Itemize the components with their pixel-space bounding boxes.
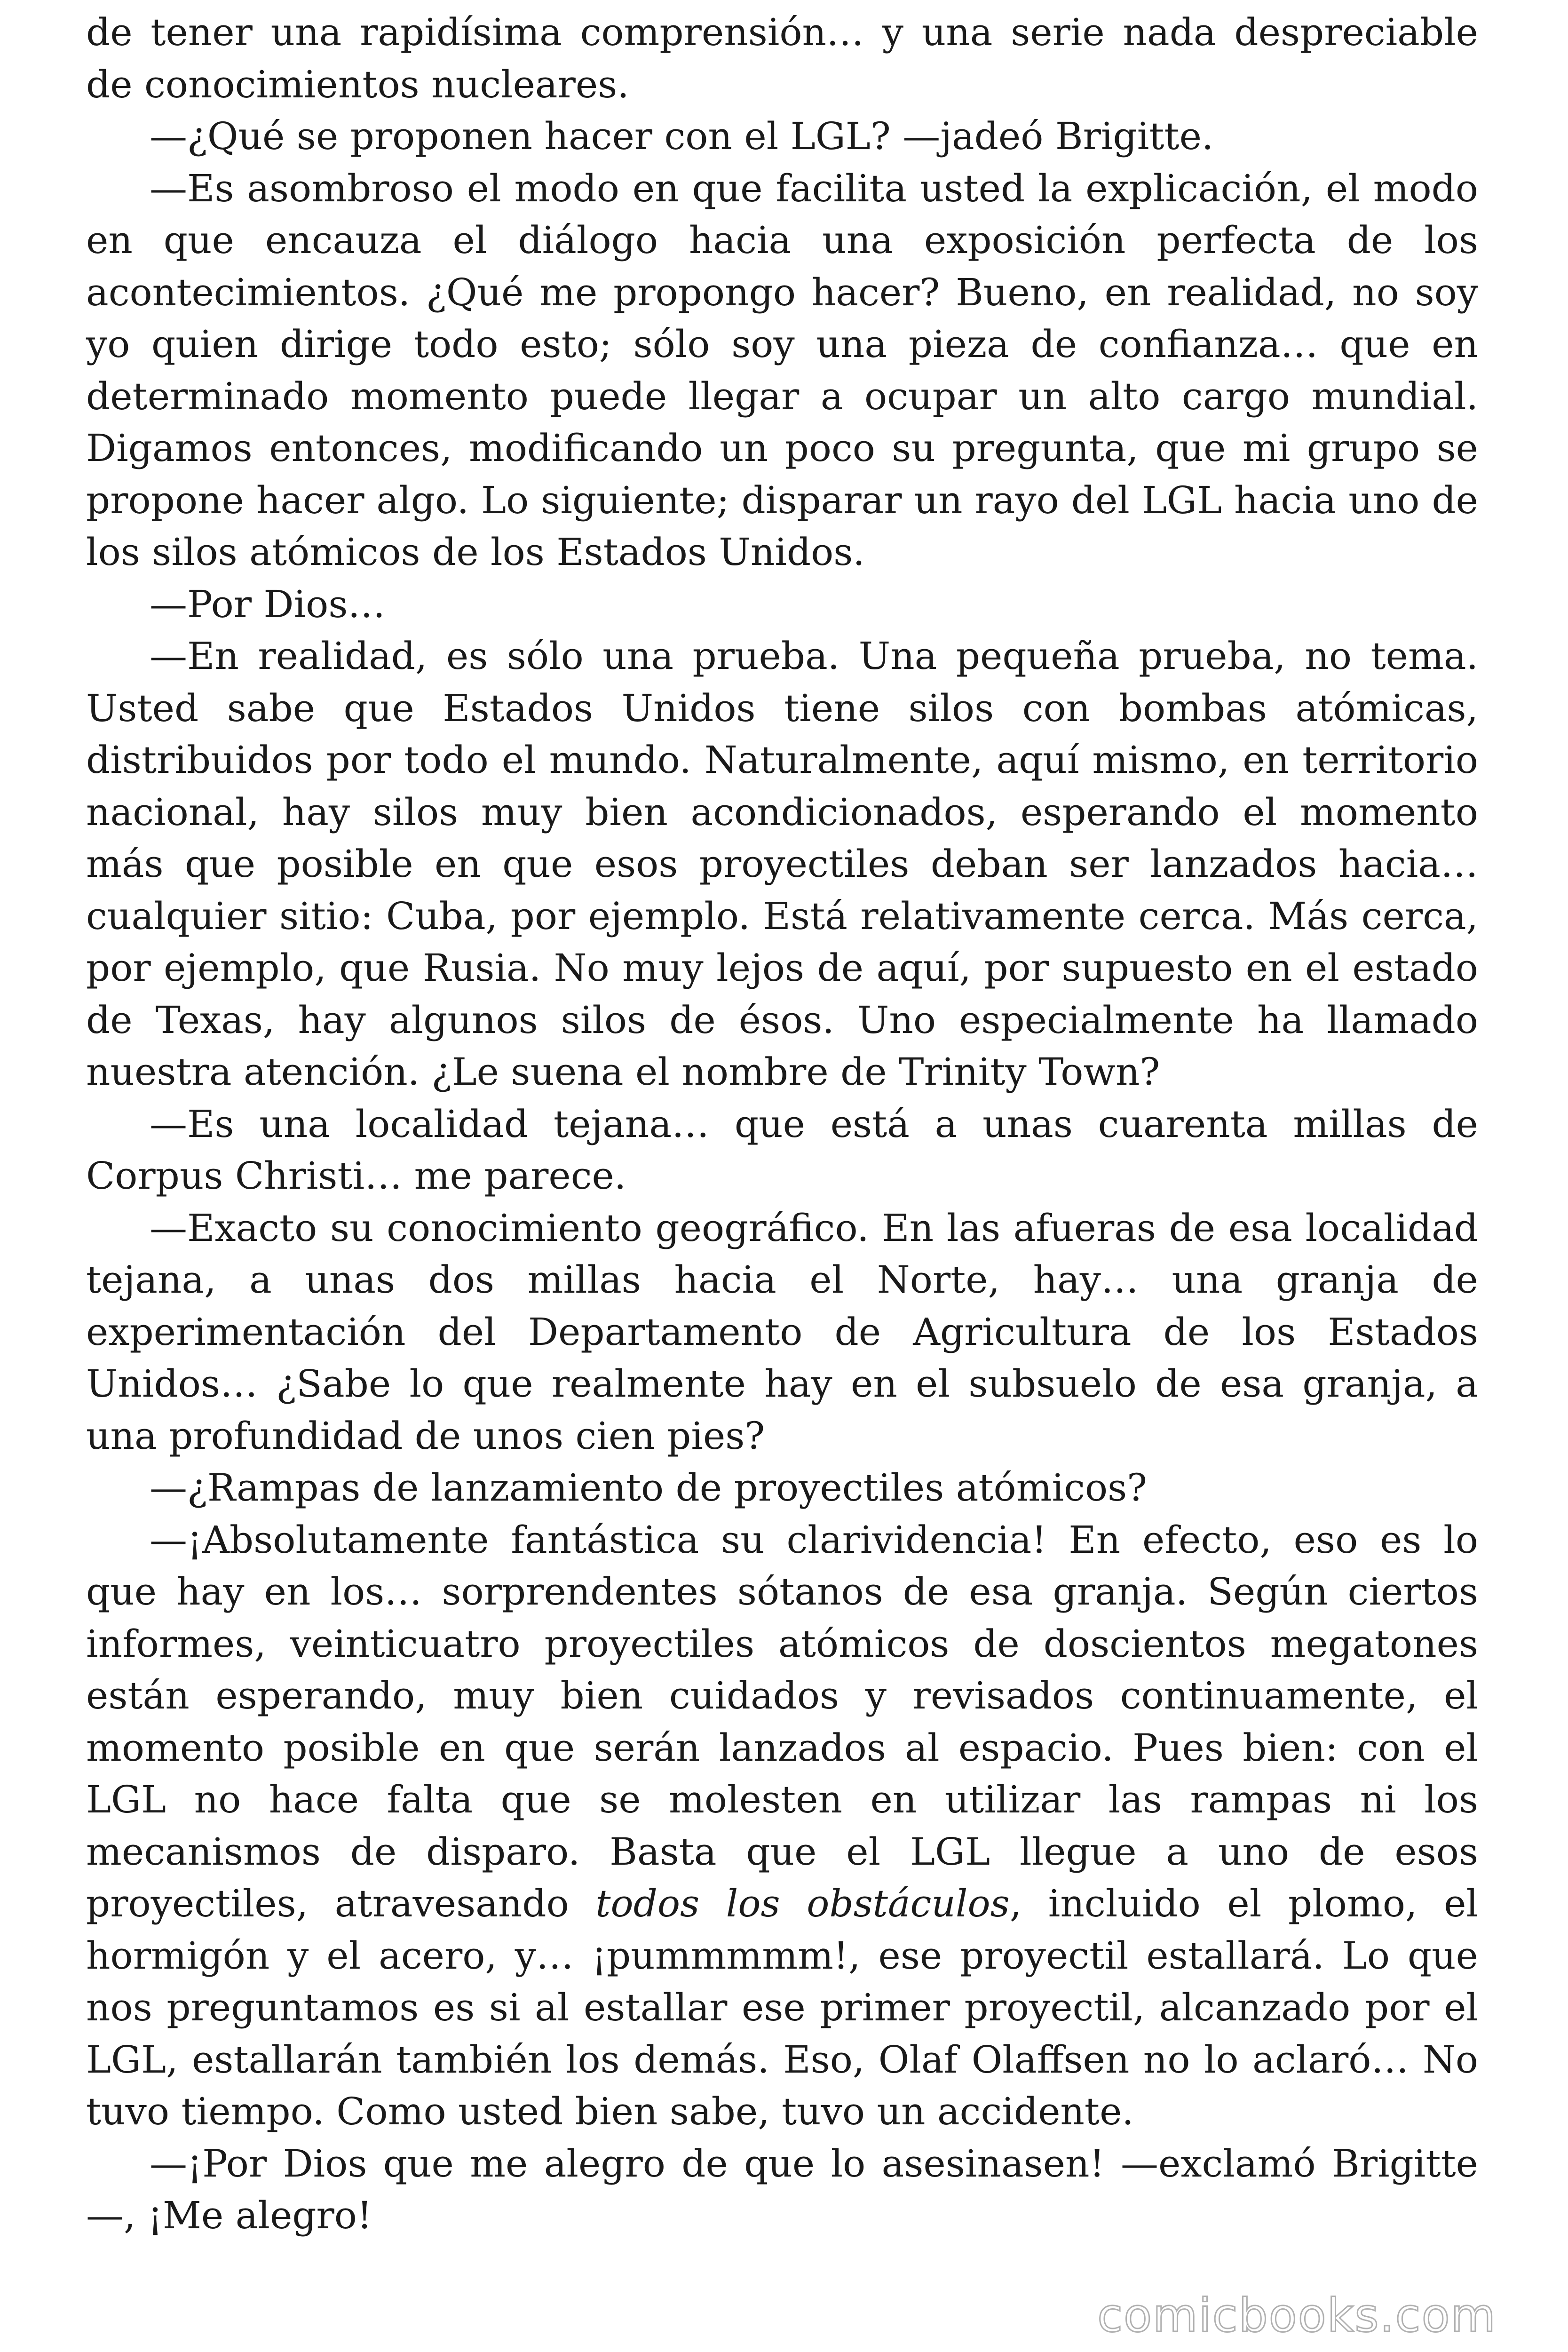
- paragraph-text: —¿Qué se proponen hacer con el LGL? —jadeó Brigitte.: [150, 114, 1214, 158]
- paragraph-text: —En realidad, es sólo una prueba. Una pequeña prueba, no tema. Usted sabe que Estados Unidos tiene silos con bombas atómicas, distribuidos por todo el mundo. Naturalmente, aquí mismo, en territorio nacional, hay silos muy bien acondicionados, esperando el momento más que posible en que esos proyectiles deban ser lanzados hacia… cualquier sitio: Cuba, por ejemplo. Está relativamente cerca. Más cerca, por ejemplo, que Rusia. No muy lejos de aquí, por supuesto en el estado de Texas, hay algunos silos de ésos. Uno especialmente ha llamado nuestra atención. ¿Le suena el nombre de Trinity Town?: [86, 634, 1478, 1094]
- watermark-logo: comicbooks.com: [1097, 2289, 1497, 2343]
- italic-emphasis: todos los obstáculos: [595, 1882, 1010, 1925]
- paragraph-text: —¿Rampas de lanzamiento de proyectiles atómicos?: [150, 1466, 1148, 1510]
- book-page: [86, 0, 1478, 2352]
- paragraph-5: [86, 630, 1478, 1098]
- paragraph-text: —Exacto su conocimiento geográfico. En las afueras de esa localidad tejana, a unas dos millas hacia el Norte, hay… una granja de experimentación del Departamento de Agricultura de los Estados Unidos… ¿Sabe lo que realmente hay en el subsuelo de esa granja, a una profundidad de unos cien pies?: [86, 1206, 1478, 1458]
- paragraph-1: [86, 7, 1478, 111]
- paragraph-text: —¡Absolutamente fantástica su clarividencia! En efecto, eso es lo que hay en los… sorprendentes sótanos de esa granja. Según ciertos informes, veinticuatro proyectiles atómicos de doscientos megatones están esperando, muy bien cuidados y revisados continuamente, el momento posible en que serán lanzados al espacio. Pues bien: con el LGL no hace falta que se molesten en utilizar las rampas ni los mecanismos de disparo. Basta que el LGL llegue a uno de esos proyectiles, atravesando: [86, 1518, 1478, 1925]
- paragraph-6: [86, 1098, 1478, 1202]
- paragraph-8: [86, 1462, 1478, 1514]
- paragraph-3: [86, 163, 1478, 579]
- paragraph-text: —Es una localidad tejana… que está a unas cuarenta millas de Corpus Christi… me parece.: [86, 1102, 1478, 1198]
- paragraph-text: —Por Dios…: [150, 582, 386, 626]
- paragraph-10: [86, 2138, 1478, 2242]
- paragraph-9: [86, 1514, 1478, 2138]
- paragraph-2: [86, 111, 1478, 163]
- paragraph-text: de tener una rapidísima comprensión… y una serie nada despreciable de conocimientos nucleares.: [86, 10, 1478, 106]
- paragraph-text: , incluido el plomo, el hormigón y el acero, y… ¡pummmmm!, ese proyectil estallará. Lo que nos preguntamos es si al estallar ese primer proyectil, alcanzado por el LGL, estallarán también los demás. Eso, Olaf Olaffsen no lo aclaró… No tuvo tiempo. Como usted bien sabe, tuvo un accidente.: [86, 1882, 1479, 2133]
- paragraph-7: [86, 1202, 1478, 1462]
- paragraph-4: [86, 579, 1478, 631]
- paragraph-text: —Es asombroso el modo en que facilita usted la explicación, el modo en que encauza el diálogo hacia una exposición perfecta de los acontecimientos. ¿Qué me propongo hacer? Bueno, en realidad, no soy yo quien dirige todo esto; sólo soy una pieza de confianza… que en determinado momento puede llegar a ocupar un alto cargo mundial. Digamos entonces, modificando un poco su pregunta, que mi grupo se propone hacer algo. Lo siguiente; disparar un rayo del LGL hacia uno de los silos atómicos de los Estados Unidos.: [86, 166, 1478, 574]
- paragraph-text: —¡Por Dios que me alegro de que lo asesinasen! —exclamó Brigitte —, ¡Me alegro!: [86, 2141, 1478, 2237]
